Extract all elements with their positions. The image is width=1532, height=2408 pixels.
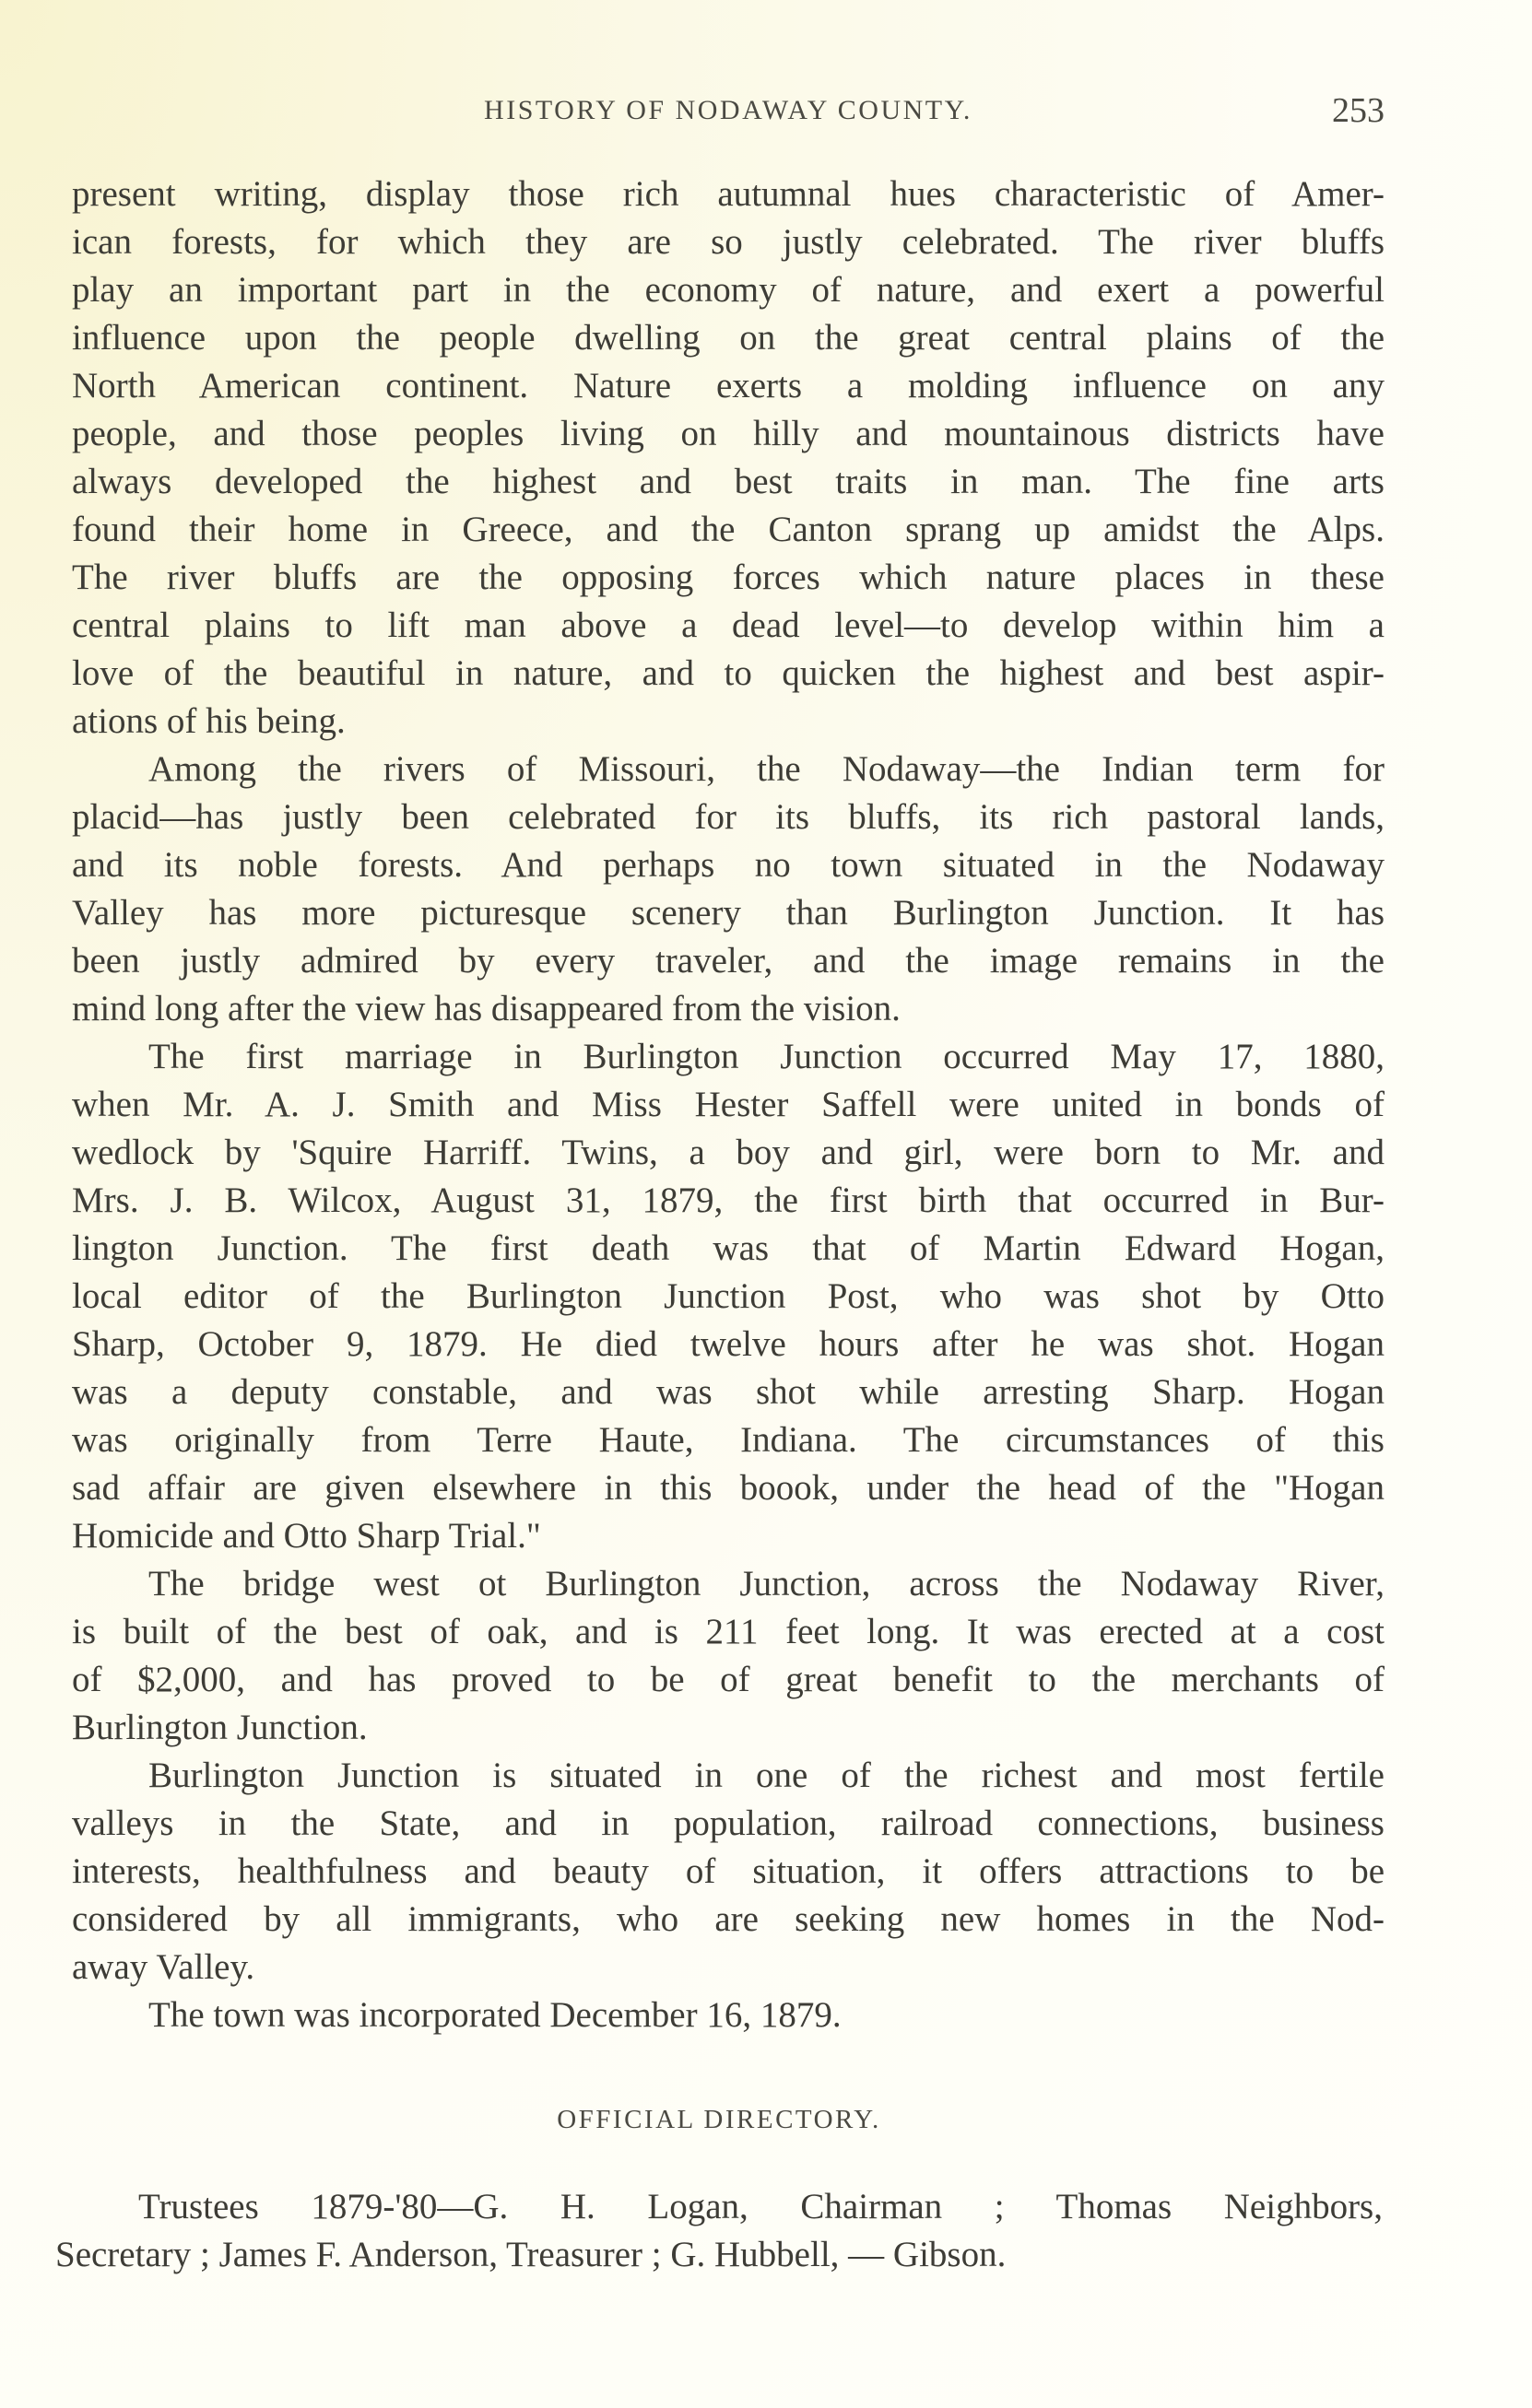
text-line: is built of the best of oak, and is 211 feet long. It was erected at a cost (72, 1612, 1385, 1651)
text-line: wedlock by 'Squire Harriff. Twins, a boy and girl, were born to Mr. and (72, 1133, 1385, 1172)
text-line: considered by all immigrants, who are seeking new homes in the Nod- (72, 1899, 1385, 1939)
text-line: North American continent. Nature exerts a molding influence on any (72, 366, 1385, 405)
text-line: when Mr. A. J. Smith and Miss Hester Saffell were united in bonds of (72, 1085, 1385, 1124)
text-line: The river bluffs are the opposing forces which nature places in these (72, 558, 1385, 597)
text-line: Sharp, October 9, 1879. He died twelve hours after he was shot. Hogan (72, 1324, 1385, 1364)
text-line: central plains to lift man above a dead level—to develop within him a (72, 605, 1385, 645)
text-line: of $2,000, and has proved to be of great benefit to the merchants of (72, 1660, 1385, 1699)
text-line: sad affair are given elsewhere in this boook, under the head of the "Hogan (72, 1468, 1385, 1508)
paragraph (72, 1752, 1385, 1991)
paragraph (72, 1560, 1385, 1752)
text-line: influence upon the people dwelling on the great central plains of the (72, 318, 1385, 358)
paragraph (72, 746, 1385, 1033)
text-line: Valley has more picturesque scenery than Burlington Junction. It has (72, 893, 1385, 933)
text-line: Mrs. J. B. Wilcox, August 31, 1879, the first birth that occurred in Bur- (72, 1181, 1385, 1220)
text-line: ations of his being. (72, 701, 346, 741)
text-line: Among the rivers of Missouri, the Nodaway—the Indian term for (148, 749, 1385, 789)
text-line: placid—has justly been celebrated for its bluffs, its rich pastoral lands, (72, 797, 1385, 837)
text-line: people, and those peoples living on hilly and mountainous districts have (72, 414, 1385, 453)
official-directory (55, 2183, 1383, 2279)
text-line: play an important part in the economy of nature, and exert a powerful (72, 270, 1385, 310)
text-line: and its noble forests. And perhaps no town situated in the Nodaway (72, 845, 1385, 885)
text-line: love of the beautiful in nature, and to quicken the highest and best aspir- (72, 653, 1385, 693)
text-line: found their home in Greece, and the Canton sprang up amidst the Alps. (72, 510, 1385, 549)
paragraph (72, 1991, 1385, 2039)
text-line: always developed the highest and best traits in man. The fine arts (72, 462, 1385, 501)
directory-line: Trustees 1879-'80—G. H. Logan, Chairman ; Thomas Neighbors, (138, 2187, 1383, 2226)
text-line: away Valley. (72, 1947, 255, 1987)
text-line: mind long after the view has disappeared from the vision. (72, 989, 901, 1028)
text-line: Burlington Junction. (72, 1708, 368, 1747)
text-line: interests, healthfulness and beauty of situation, it offers attractions to be (72, 1851, 1385, 1891)
body-text (72, 170, 1385, 2039)
page-header (0, 90, 1532, 131)
text-line: The town was incorporated December 16, 1879. (148, 1995, 842, 2035)
text-line: valleys in the State, and in population, railroad connections, business (72, 1803, 1385, 1843)
text-line: was originally from Terre Haute, Indiana. The circumstances of this (72, 1420, 1385, 1460)
text-line: lington Junction. The first death was that of Martin Edward Hogan, (72, 1228, 1385, 1268)
paragraph (72, 1033, 1385, 1560)
text-line: was a deputy constable, and was shot while arresting Sharp. Hogan (72, 1372, 1385, 1412)
section-heading-official-directory: OFFICIAL DIRECTORY. (557, 2105, 881, 2134)
running-title: HISTORY OF NODAWAY COUNTY. (484, 95, 972, 125)
text-line: Burlington Junction is situated in one of the richest and most fertile (148, 1756, 1385, 1795)
page-number: 253 (1332, 91, 1385, 130)
text-line: present writing, display those rich autumnal hues characteristic of Amer- (72, 174, 1385, 214)
text-line: been justly admired by every traveler, and the image remains in the (72, 941, 1385, 981)
paragraph (72, 170, 1385, 746)
text-line: Homicide and Otto Sharp Trial." (72, 1516, 541, 1556)
text-line: The first marriage in Burlington Junction occurred May 17, 1880, (148, 1037, 1385, 1076)
text-line: local editor of the Burlington Junction Post, who was shot by Otto (72, 1276, 1385, 1316)
directory-line: Secretary ; James F. Anderson, Treasurer ; G. Hubbell, — Gibson. (55, 2235, 1007, 2274)
text-line: ican forests, for which they are so justly celebrated. The river bluffs (72, 222, 1385, 262)
text-line: The bridge west ot Burlington Junction, across the Nodaway River, (148, 1564, 1385, 1603)
